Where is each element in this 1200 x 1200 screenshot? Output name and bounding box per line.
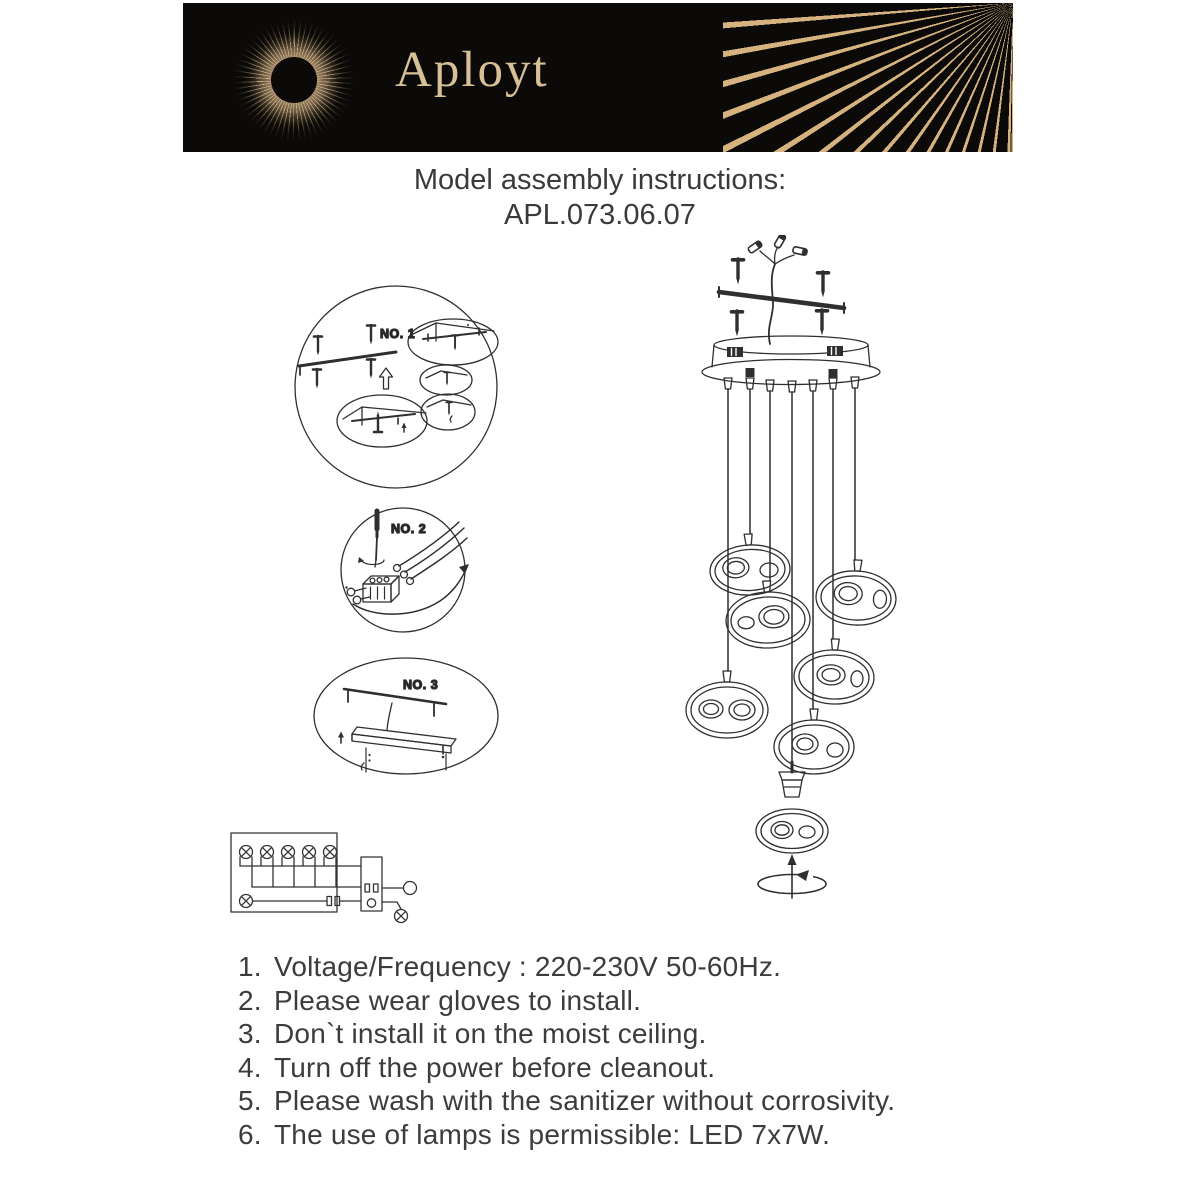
instruction-item [238, 1051, 983, 1085]
pendant-shade [774, 709, 854, 774]
pendant-shade [708, 532, 791, 597]
ground-symbol [404, 882, 417, 895]
instruction-item [238, 1017, 983, 1051]
step2-label: NO. 2 [391, 522, 427, 536]
bottom-lamp [240, 895, 362, 908]
brand-banner [183, 3, 1013, 152]
title-block [0, 164, 1200, 232]
sunburst-logo-icon [233, 19, 355, 141]
step2-diagram [336, 503, 472, 639]
instruction-text: Turn off the power before cleanout. [274, 1051, 716, 1083]
brand-name: Aployt [395, 42, 549, 98]
detail-ellipse-4 [337, 395, 427, 447]
step3-diagram [310, 650, 510, 780]
terminal-block [363, 576, 399, 602]
pendant-shade [686, 671, 768, 738]
step1-diagram [288, 278, 508, 498]
arrow-up-icon [380, 368, 393, 389]
rotate-arrow-icon [758, 854, 826, 898]
model-number: APL.073.06.07 [504, 199, 696, 231]
page-title: Model assembly instructions: [413, 164, 787, 196]
instruction-text: Please wear gloves to install. [274, 984, 642, 1016]
pendant-shade [793, 638, 875, 706]
instruction-item [238, 950, 983, 984]
wiring-diagram [225, 823, 430, 928]
instruction-number: 5. [238, 1085, 262, 1116]
instruction-number: 2. [238, 984, 262, 1016]
detail-ellipse-3 [421, 394, 475, 430]
instruction-text: Please wash with the sanitizer without corrosivity. [274, 1085, 896, 1116]
pendant-shade [815, 558, 898, 627]
instruction-number: 1. [238, 951, 262, 982]
detail-ellipse-1 [408, 319, 498, 365]
ceiling-mount [719, 235, 844, 344]
instruction-text: Don`t install it on the moist ceiling. [274, 1018, 707, 1049]
instruction-item [238, 1084, 983, 1118]
instructions-list [238, 950, 983, 1151]
step3-label: NO. 3 [403, 678, 439, 692]
mounting-bar-step3 [344, 689, 446, 730]
sunburst-logo-core [271, 57, 317, 103]
instruction-text: The use of lamps is permissible: LED 7x7W. [274, 1118, 831, 1150]
detached-shade [756, 809, 828, 853]
driver-box [361, 857, 382, 911]
instruction-item [238, 984, 983, 1018]
canopy [702, 336, 880, 392]
detail-ellipse-2 [420, 365, 472, 395]
instruction-number: 6. [238, 1118, 262, 1150]
screwdriver-icon [358, 511, 384, 567]
step1-label: NO. 1 [380, 327, 416, 341]
bottom-right-lamp [395, 910, 408, 923]
rays-decoration-icon [723, 3, 1013, 152]
instruction-item [238, 1118, 983, 1152]
instruction-text: Voltage/Frequency : 220-230V 50-60Hz. [274, 951, 782, 982]
instruction-number: 3. [238, 1018, 262, 1049]
instruction-number: 4. [238, 1051, 262, 1083]
pendant-assembly-drawing [640, 235, 940, 925]
